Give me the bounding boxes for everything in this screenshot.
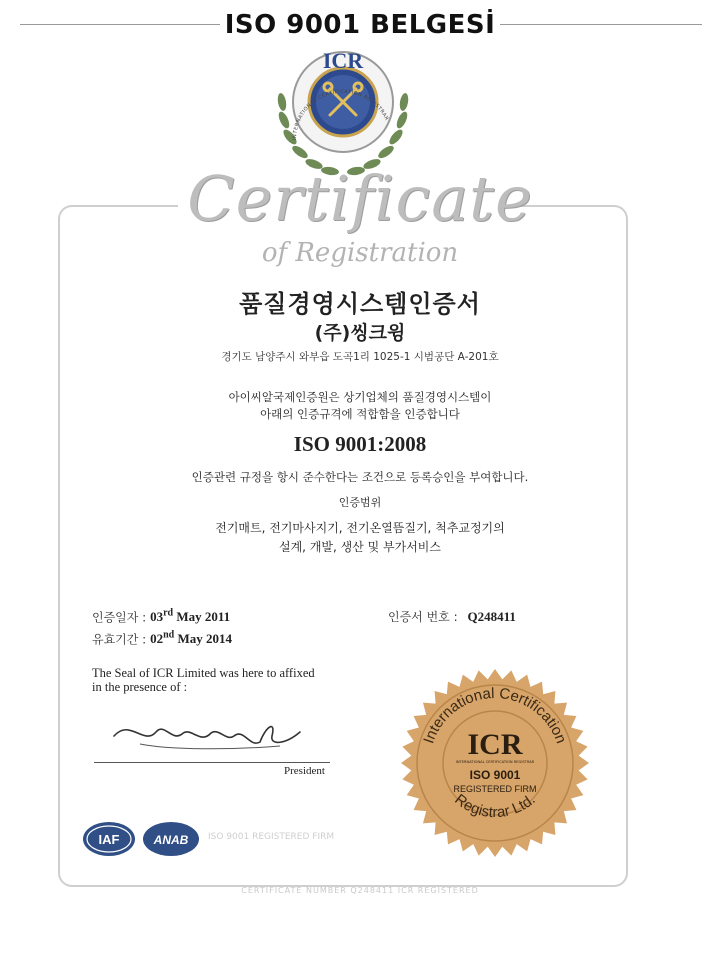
emblem-brand: ICR [322,48,364,73]
validity-date-label: 유효기간 : [92,632,147,647]
scope-line-1: 전기매트, 전기마사지기, 전기온열뜸질기, 척추교정기의 [215,521,505,535]
footer-faint-text: CERTIFICATE NUMBER Q248411 ICR REGISTERED [241,886,479,895]
validity-date-day: 02 [150,631,164,647]
seal-note [92,666,315,694]
certification-date [92,608,230,625]
certification-date-day: 03 [150,609,164,625]
certification-statement [0,389,720,423]
certificate-title: Certificate [187,162,533,235]
seal-small-text: INTERNATIONAL CERTIFICATION REGISTRAR [455,760,535,764]
certificate-number [388,608,516,625]
iaf-logo-text: IAF [98,832,120,847]
icr-gold-seal [400,668,590,858]
iso-standard: ISO 9001:2008 [293,432,427,456]
validity-date-suffix: nd [163,630,175,641]
faint-registration-text: ISO 9001 REGISTERED FIRM [208,832,335,842]
seal-line-1: ISO 9001 [469,768,521,782]
statement-line-1: 아이씨알국제인증원은 상기업체의 품질경영시스템이 [228,390,492,404]
seal-brand: ICR [467,728,523,761]
korean-title: 품질경영시스템인증서 [239,290,481,318]
validity-date [92,630,232,647]
certification-date-rest: May 2011 [176,609,231,625]
certificate-number-label: 인증서 번호 : [388,610,458,624]
signatory-role: President [284,765,325,777]
certificate-subtitle: of Registration [261,238,459,268]
seal-note-line-2: in the presence of : [92,680,188,694]
seal-note-line-1: The Seal of ICR Limited was here to affixed [92,666,315,680]
seal-top-text: International Certification [420,684,570,746]
certification-date-suffix: rd [163,608,174,619]
company-address: 경기도 남양주시 와부읍 도곡1리 1025-1 시범공단 A-201호 [221,351,499,363]
icr-emblem [270,40,416,180]
signature-text: Kookyong Kim [206,758,214,759]
page-heading: ISO 9001 BELGESİ [224,10,496,40]
anab-logo-text: ANAB [153,833,189,847]
seal-bottom-text: Registrar Ltd. [451,790,539,822]
scope-text [0,519,720,557]
emblem-ring-text: INTERNATIONAL CERTIFICATION REGISTRAR [291,88,390,141]
company-name: (주)씽크윙 [314,322,406,344]
scope-line-2: 설계, 개발, 생산 및 부가서비스 [279,540,441,554]
certificate-number-value: Q248411 [467,609,516,624]
accreditation-logos [82,818,202,860]
certification-date-label: 인증일자 : [92,610,147,625]
signature-line [94,762,330,763]
registration-condition: 인증관련 규정을 항시 준수한다는 조건으로 등록승인을 부여합니다. [191,470,529,484]
scope-label: 인증범위 [338,496,382,509]
statement-line-2: 아래의 인증규격에 적합함을 인증합니다 [260,407,460,421]
seal-line-2: REGISTERED FIRM [453,784,537,794]
validity-date-rest: May 2014 [177,631,232,647]
president-signature [110,706,310,762]
